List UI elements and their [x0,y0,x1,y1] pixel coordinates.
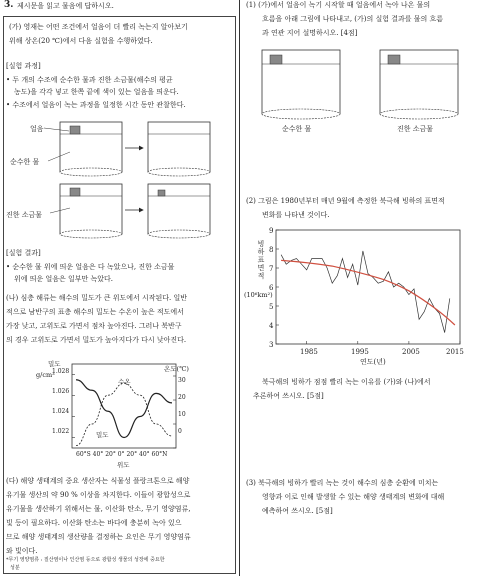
question-number: 3. [4,0,14,10]
salt-water-beaker-before [60,184,122,238]
sub3-line-3: 예측하여 쓰시오. [5점] [262,507,333,515]
ice-chart-yunit: (10⁶km²) [244,291,273,299]
temp-tick-1: 30 [178,377,186,384]
result-line-1a: • 순수한 물 위에 띄운 얼음은 다 녹았으나, 진한 소금물 [6,263,175,271]
ice-x-tick-2005: 2005 [402,348,420,356]
sub2-ask-1: 북극해의 빙하가 점점 빨리 녹는 이유를 (가)와 (나)에서 [262,378,431,386]
density-tick-1: 1.028 [52,368,70,375]
sub1-line-3: 과 연관 지어 설명하시오. [4점] [262,29,358,37]
answer-beaker-salt-water [380,50,458,119]
passage-na-line-3: 가장 낮고, 고위도로 가면서 점차 높아진다. 그러나 북반구 [6,322,182,330]
temperature-axis-label: 온도(℃) [164,365,189,373]
density-series-line [76,380,172,438]
result-line-1b: 위에 띄운 얼음은 일부만 녹았다. [14,275,114,283]
passage-da-line-2: 유기물 생산의 약 90 % 이상을 차지한다. 이들이 광합성으로 [6,491,191,499]
passage-da-line-6: 와 빛이다. [6,547,38,555]
passage-da-line-5: 므로 해양 생태계의 생산량을 결정하는 요인은 무기 영양염류 [6,533,191,541]
ice-y-tick-5: 5 [269,303,274,311]
sub1-line-1: (1) (가)에서 얼음이 녹기 시작할 때 얼음에서 녹아 나온 물의 [246,1,431,9]
latitude-axis-label: 위도 [117,461,130,469]
footnote-line-1: *무기 영양염류 : 질산염이나 인산염 등으로 광합성 생물의 성장에 중요한 [6,557,165,563]
density-unit-label: g/cm³ [36,371,55,379]
temp-tick-4: 0 [178,428,182,435]
process-step-1b: 농도)을 각각 넣고 한쪽 끝에 색이 있는 얼음을 띄운다. [14,88,179,96]
arctic-ice-chart [240,222,480,362]
temp-tick-2: 20 [178,394,186,401]
density-tick-3: 1.024 [52,408,70,415]
ice-y-tick-4: 4 [269,322,274,330]
passage-na-line-2: 적으로 남반구의 표층 해수의 밀도는 수온이 높은 적도에서 [6,308,184,316]
ice-trend-line [281,260,455,325]
salt-water-beaker-after [148,184,210,238]
density-tick-2: 1.026 [52,388,70,395]
ga-intro-line-1: (가) 영재는 어떤 조건에서 얼음이 더 빨리 녹는지 알아보기 [9,23,188,31]
sub1-line-2: 흐름을 아래 그림에 나타내고, (가)의 실험 결과를 물의 흐름 [262,15,444,23]
sub2-line-1: (2) 그림은 1980년부터 매년 9월에 측정한 북극해 빙하의 표면적 [246,197,445,205]
density-axis-label: 밀도 [48,360,61,368]
process-step-1a: • 두 개의 수조에 순수한 물과 진한 소금물(해수의 평균 [6,76,173,84]
ice-chart-ylabel: 빙하표면적 [257,240,265,280]
latitude-ticks: 60°S 40° 20° 0° 20° 40° 60°N [76,451,168,458]
process-step-2: • 수조에서 얼음이 녹는 과정을 일정한 시간 동안 관찰한다. [6,101,186,109]
sub1-label-pure-water: 순수한 물 [282,125,312,133]
label-salt-water: 진한 소금물 [6,211,43,219]
temp-tick-3: 10 [178,411,186,418]
process-heading: [실험 과정] [6,62,41,70]
result-heading: [실험 결과] [6,249,41,257]
question-instruction: 제시문을 읽고 물음에 답하시오. [17,2,114,10]
ga-intro-line-2: 위해 상온(20 ℃)에서 다음 실험을 수행하였다. [9,37,153,45]
ice-y-tick-3: 3 [269,341,274,349]
answer-beaker-pure-water [262,50,340,119]
sub2-line-2: 변화를 나타낸 것이다. [262,211,330,219]
pure-water-beaker-before [60,122,122,176]
passage-na-line-1: (나) 심층 해류는 해수의 밀도가 큰 위도에서 시작된다. 일반 [6,294,188,302]
footnote-line-2: 성분 [10,565,20,571]
sub1-label-salt-water: 진한 소금물 [397,125,434,133]
density-tick-4: 1.022 [52,428,70,435]
ice-x-tick-2015: 2015 [446,348,464,356]
ice-y-tick-8: 8 [269,246,274,254]
ice-x-tick-1985: 1985 [300,348,318,356]
ice-y-tick-9: 9 [269,227,274,235]
passage-da-line-4: 빛 등이 필요하다. 이산화 탄소는 바다에 충분히 녹아 있으 [6,519,182,527]
label-pure-water: 순수한 물 [10,158,40,166]
passage-da-line-1: (다) 해양 생태계의 중요 생산자는 식물성 플랑크톤으로 해양 [6,477,190,485]
label-water-temp: 수온 [118,378,131,386]
temperature-series-line [76,383,172,445]
answer-beakers [240,46,480,126]
pure-water-beaker-after [148,122,210,176]
label-ice: 얼음 [30,125,44,133]
passage-na-line-4: 의 경우 고위도로 가면서 밀도가 높아지다가 다시 낮아진다. [6,336,187,344]
ice-x-tick-1995: 1995 [351,348,369,356]
passage-da-line-3: 유기물을 생산하기 위해서는 물, 이산화 탄소, 무기 영양염류, [6,505,191,513]
label-density: 밀도 [96,431,109,439]
ice-chart-xlabel: 연도(년) [360,358,386,366]
sub3-line-1: (3) 북극해의 빙하가 빨리 녹는 것이 해수의 심층 순환에 미치는 [246,479,439,487]
sub2-ask-2: 추론하여 쓰시오. [5점] [253,392,324,400]
ice-y-tick-7: 7 [269,265,274,273]
sub3-line-2: 영향과 이로 인해 발생할 수 있는 해양 생태계의 변화에 대해 [262,493,445,501]
ice-y-tick-6: 6 [269,284,274,292]
